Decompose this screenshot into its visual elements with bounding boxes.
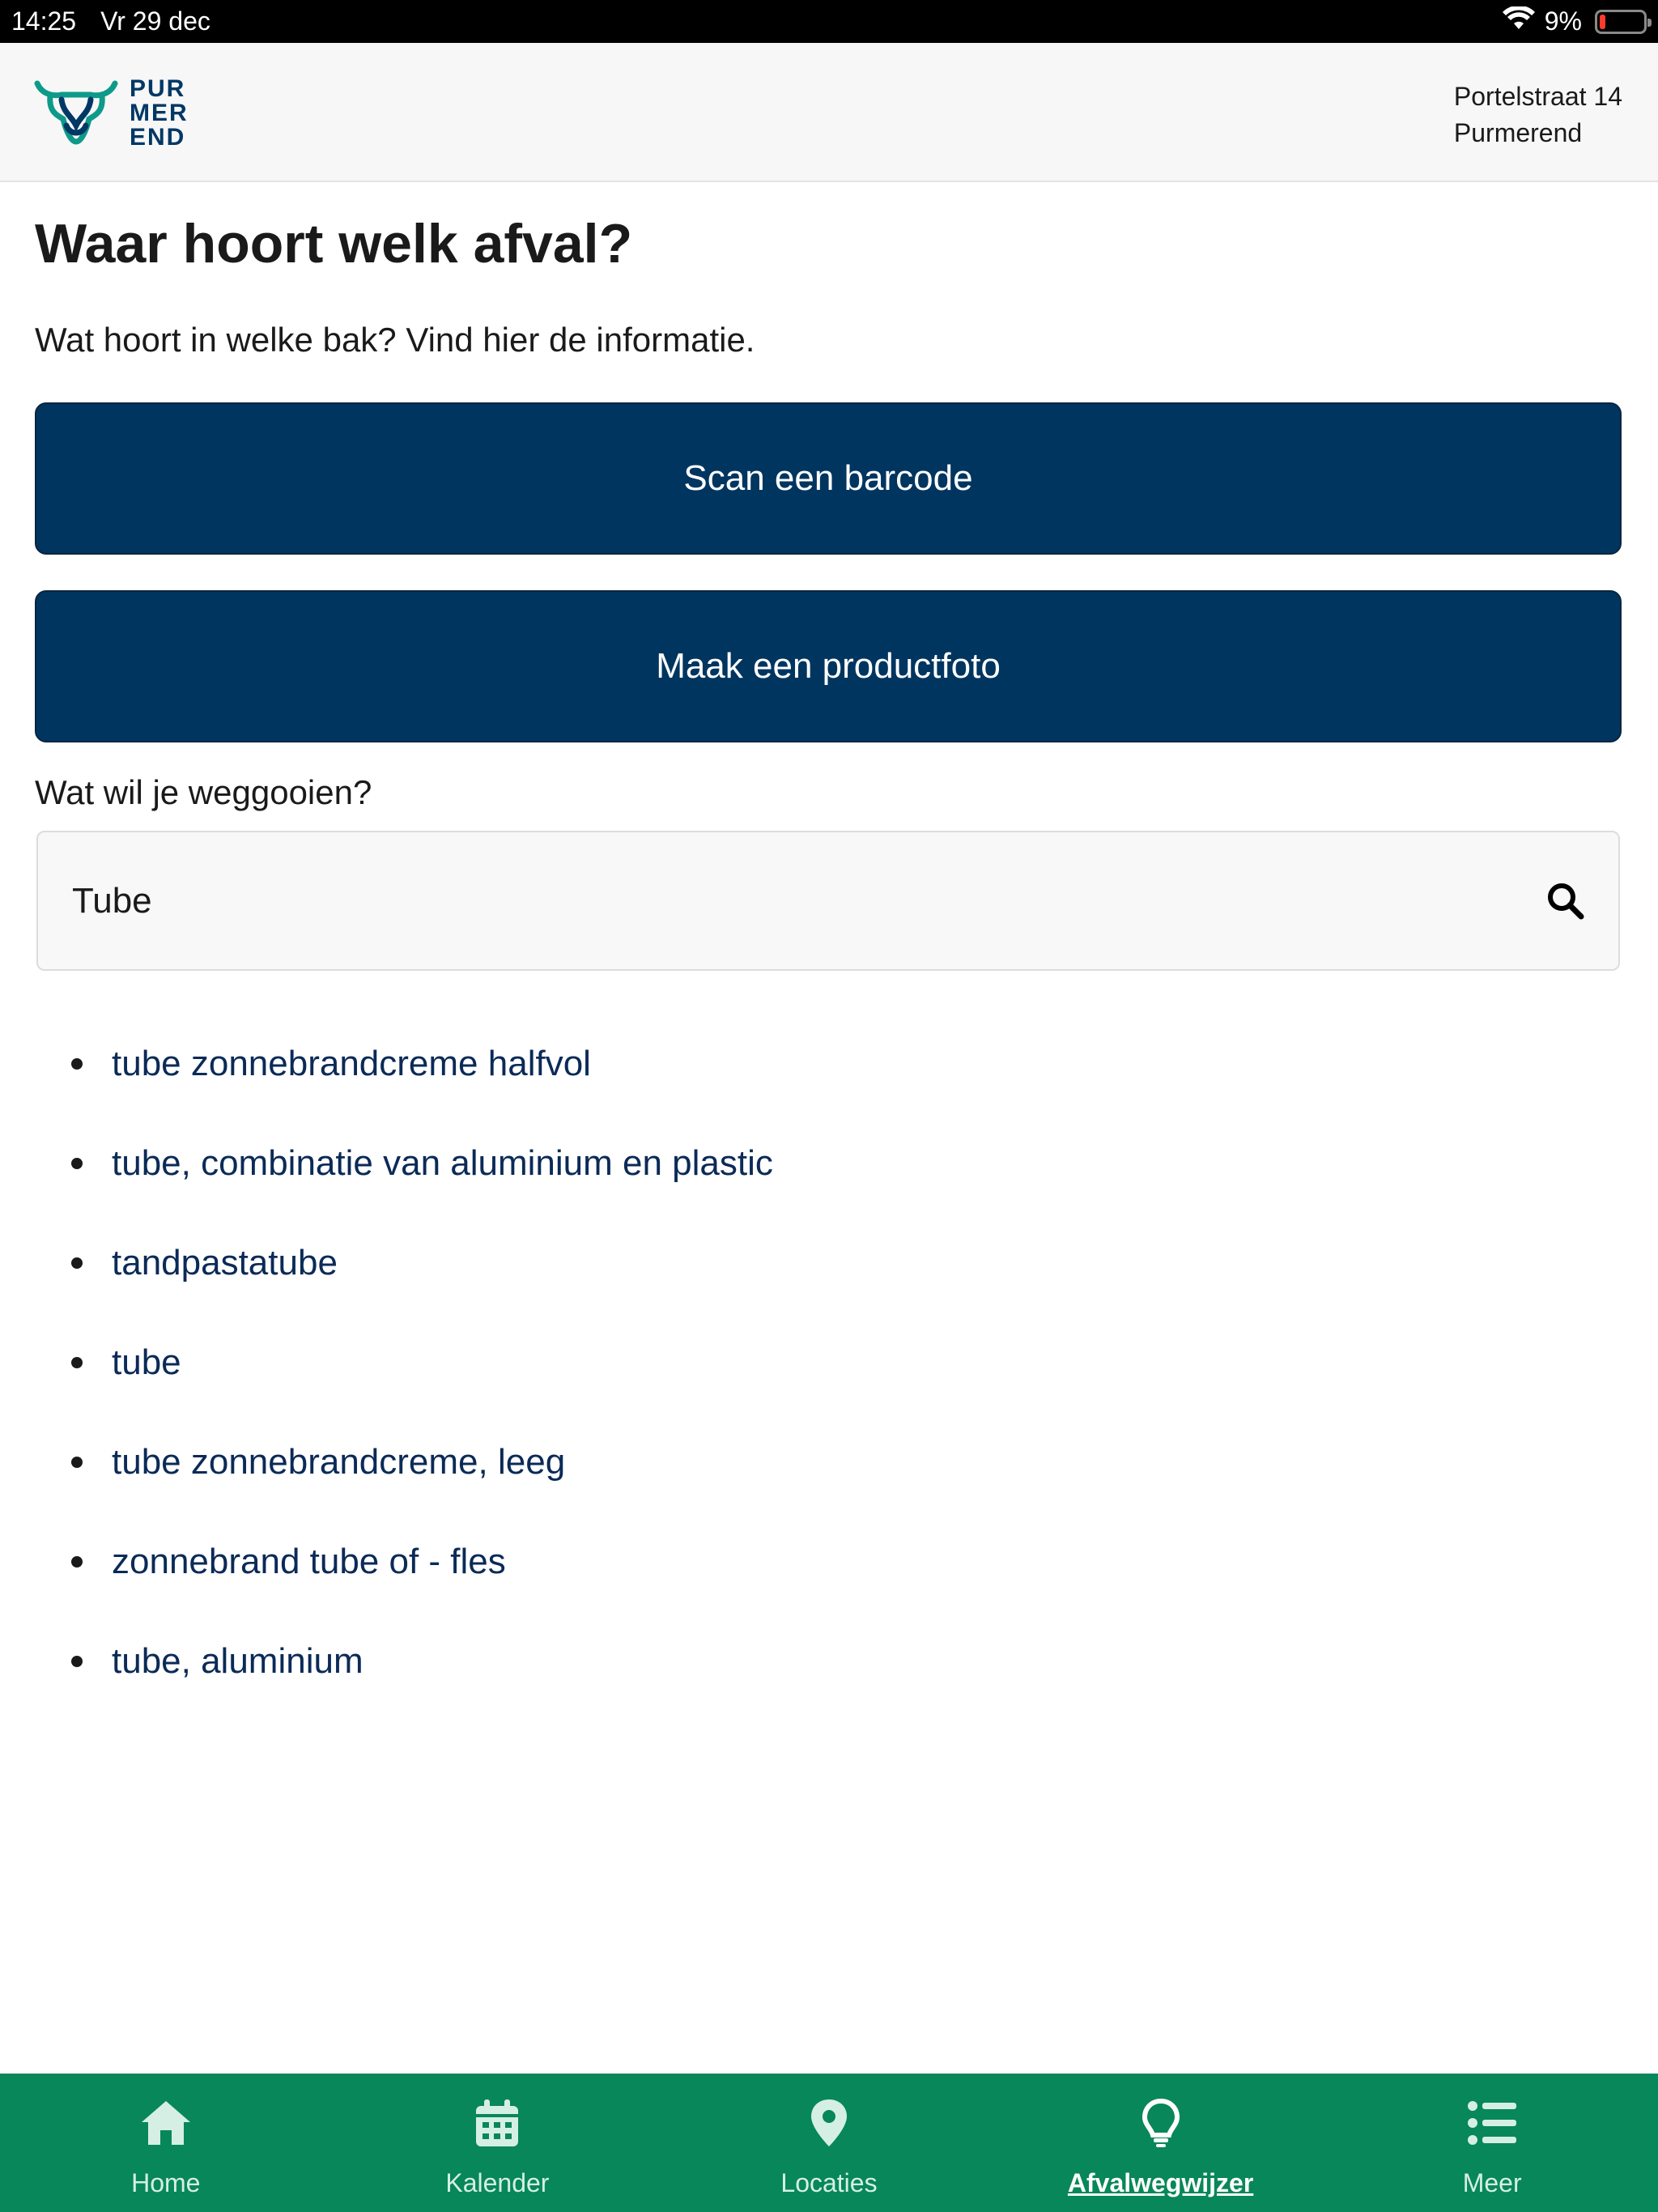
list-item [0,1213,1658,1312]
list-item [0,1412,1658,1512]
purmerend-logo[interactable] [34,75,189,151]
result-link[interactable]: tube, combinatie van aluminium en plastic [112,1142,773,1183]
product-photo-button[interactable]: Maak een productfoto [35,590,1622,742]
home-icon [138,2098,193,2152]
result-link[interactable]: tube, aluminium [112,1640,363,1681]
app-header [0,43,1658,182]
result-link[interactable]: tube zonnebrandcreme, leeg [112,1441,566,1482]
search-results-list [0,1014,1658,1711]
cow-head-icon [34,75,118,151]
search-label: Wat wil je weggooien? [35,773,372,811]
result-link[interactable]: tube [112,1342,181,1382]
page-title: Waar hoort welk afval? [35,213,633,274]
list-item [0,1113,1658,1213]
status-time: 14:25 [11,6,77,36]
bullet [71,1457,83,1468]
scan-barcode-button[interactable]: Scan een barcode [35,402,1622,555]
logo-text-line: END [130,123,186,151]
logo-text-line: PUR [130,74,186,102]
battery-percentage: 9% [1544,6,1582,36]
list-item [0,1512,1658,1611]
search-icon[interactable] [1545,881,1586,921]
nav-label: Meer [1462,2168,1522,2197]
battery-icon [1595,10,1647,34]
logo-text-line: MER [130,99,189,126]
intro-text: Wat hoort in welke bak? Vind hier de informatie. [35,321,755,359]
nav-label: Afvalwegwijzer [1067,2168,1254,2197]
location-pin-icon [801,2098,857,2152]
result-link[interactable]: tube zonnebrandcreme halfvol [112,1043,591,1083]
bullet [71,1158,83,1169]
list-item [0,1014,1658,1113]
bullet [71,1058,83,1070]
nav-item-afvalwegwijzer[interactable] [995,2074,1327,2212]
bullet [71,1357,83,1368]
bullet [71,1556,83,1568]
bullet [71,1257,83,1269]
result-link[interactable]: tandpastatube [112,1242,338,1283]
nav-item-meer[interactable] [1326,2074,1658,2212]
bullet [71,1656,83,1667]
bottom-nav [0,2074,1658,2212]
nav-item-kalender[interactable] [332,2074,664,2212]
list-item [0,1312,1658,1412]
list-item [0,1611,1658,1711]
status-date: Vr 29 dec [100,6,210,36]
status-bar [0,0,1658,43]
wifi-icon [1503,6,1535,37]
lightbulb-icon [1133,2098,1188,2152]
calendar-icon [470,2098,525,2152]
nav-item-home[interactable] [0,2074,332,2212]
search-input[interactable] [72,881,1545,921]
nav-item-locaties[interactable] [663,2074,995,2212]
nav-label: Home [131,2168,201,2197]
address-street: Portelstraat 14 [1453,82,1622,111]
search-field[interactable] [36,831,1620,971]
nav-label: Locaties [780,2168,878,2197]
list-icon [1465,2098,1520,2152]
address-city: Purmerend [1453,118,1583,147]
address[interactable] [1454,79,1622,151]
nav-label: Kalender [445,2168,550,2197]
result-link[interactable]: zonnebrand tube of - fles [112,1541,506,1581]
